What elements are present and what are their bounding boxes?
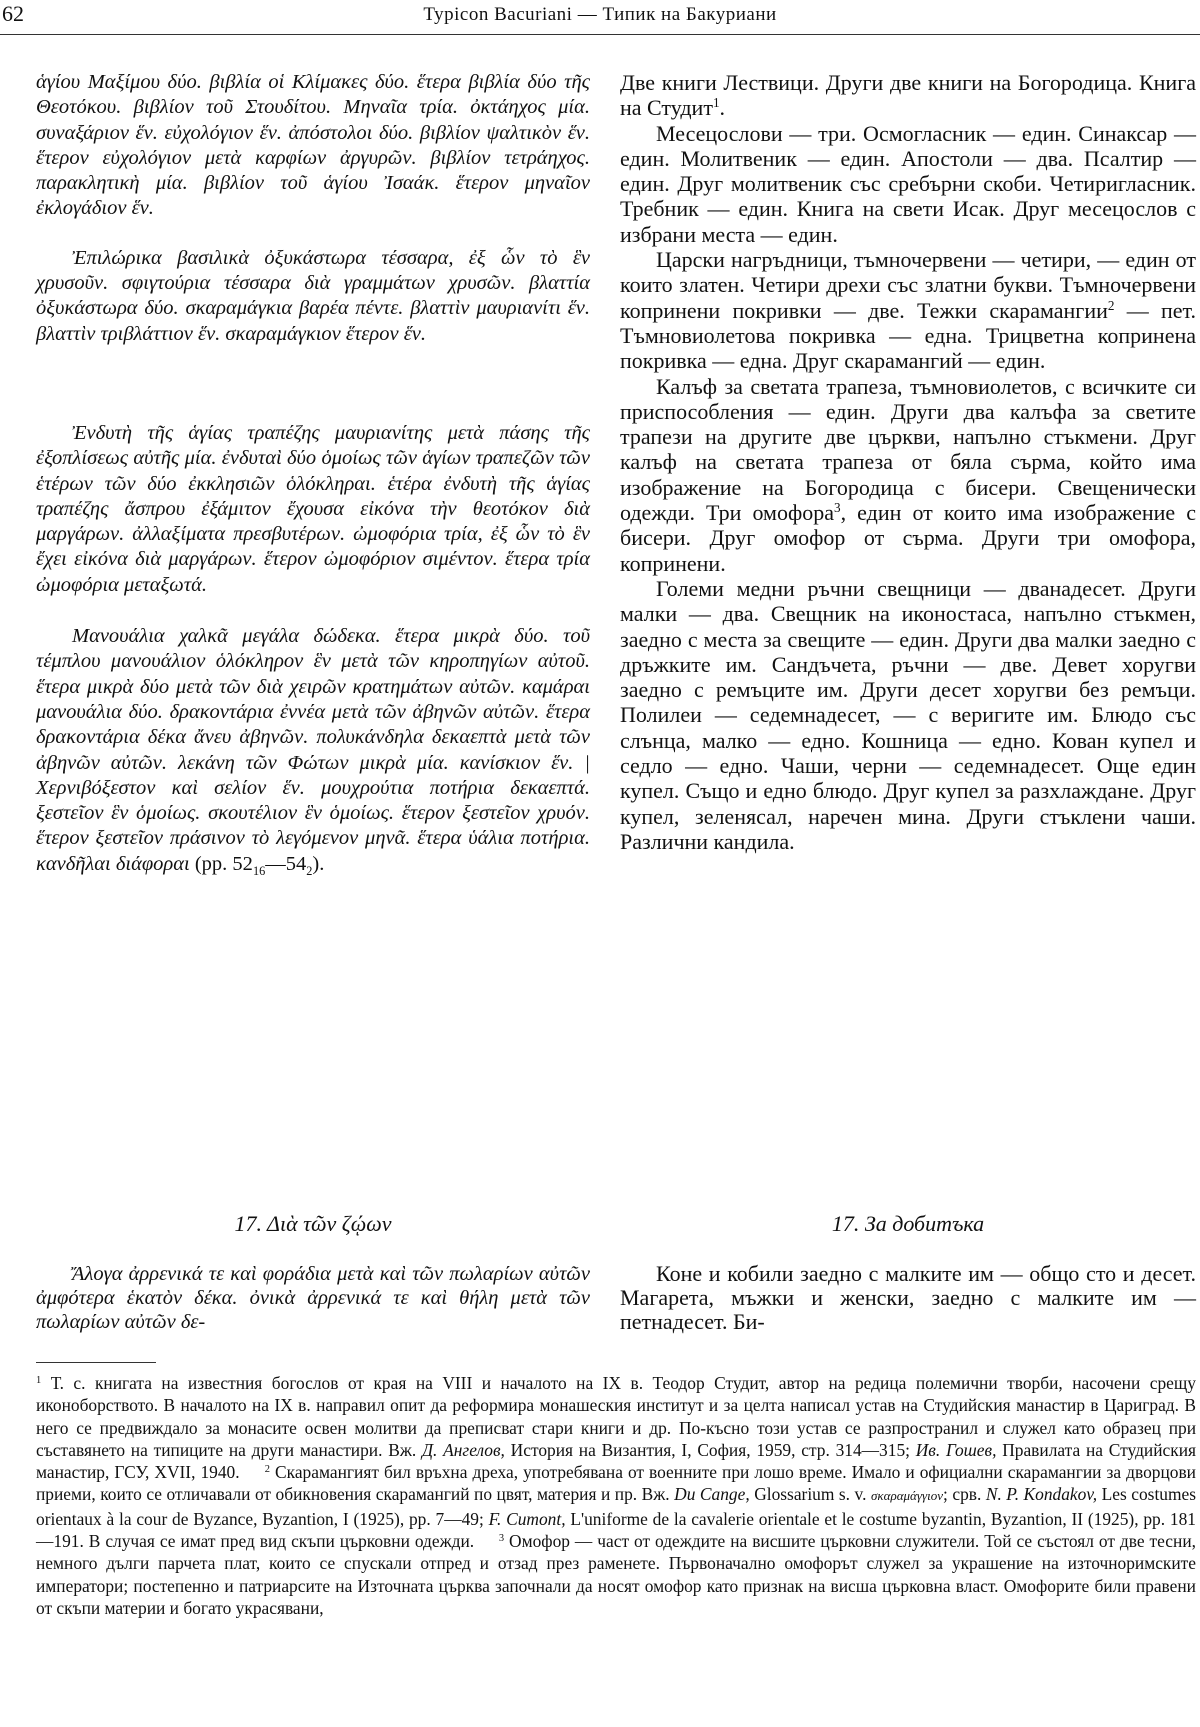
text: Т. с. книгата на известния богослов от края на VIII и началото на IX в. Теодор Студит, автор на редица полемични творби, насочени срещу иконоборството. В началото на IX в. направил опит да реформира монашеския институт и за целта написал устав на Студийския манастир в Цариград. В него се предвиждало за монасите освен молитви да преписват стари книги и др. По-късно този устав се разпространил и служел като образец при съставянето на типиците на други манастири. Вж. xyxy=(36,1373,1196,1460)
author: Д. Ангелов, xyxy=(421,1439,505,1460)
bulgarian-paragraph: Големи медни ръчни свещници — дванадесет. Други малки — два. Свещник на иконостаса, напълно стъкмен, заедно с места за свещите — един. Други два малки заедно с дръжките им. Сандъчета, ръчни — две. Девет хоругви заедно с ремъците им. Други десет хоругви без ремъци. Полилеи — седемнадесет, — с веригите им. Блюдо със слънца, малко — едно. Кошница — едно. Кован купел и седло — едно. Чаши, черни — седемнадесет. Още един купел. Също и едно блюдо. Друг купел за разхлаждане. Друг купел, зеленясал, наречен мина. Други стъклени чаши. Различни кандила. xyxy=(620,575,1196,854)
bulgarian-column xyxy=(620,70,1196,854)
source-reference xyxy=(194,852,325,878)
greek-column xyxy=(36,70,590,877)
greek-text: Μανουάλια χαλκᾶ μεγάλα δώδεκα. ἕτερα μικρὰ δύο. τοῦ τέμπλου μανουάλιον ὁλόκληρον ἓν μετὰ τῶν κηροπηγίων αὐτοῦ. ἕτερα μικρὰ δύο μετὰ τῶν διὰ χειρῶν κρατημάτων αὐτῶν. καμάραι μανουάλια δύο. δρακοντάρια ἐννέα μετὰ τῶν ἀβηνῶν αὐτῶν. ἕτερα δρακοντάρια δέκα ἄνευ ἀβηνῶν. πολυκάνδηλα δεκαεπτὰ μετὰ τῶν ἀβηνῶν αὐτῶν. λεκάνη τῶν Φώτων μικρὰ μία. κανίσκιον ἕν. | Χερνιβόξεστον καὶ σελίον ἕν. μουχρούτια ποτήρια δεκαεπτά. ξεστεῖον ἓν ὁμοίως. σκουτέλιον ἓν ὁμοίως. ἕτερον ξεστεῖον χρυόν. ἕτερον ξεστεῖον πράσινον τὸ λεγόμενον μηνᾶ. ἕτερα ὑάλια ποτήρια. κανδῆλαι διάφοραι xyxy=(36,625,590,875)
text: Омофор — част от одеждите на висшите църковни служители. Той се състоял от две тесни, немного дълги парчета плат, които се спускали отпред и отзад през раменете. Първоначално омофорът служел за украшение на източноримските императори; постепенно и патриарсите на Източната църква започнали да носят омофор като признак на висша църковна власт. Омофорите били правени от скъпи материи и богато украсявани, xyxy=(36,1531,1196,1618)
ref-text: —54 xyxy=(265,852,307,875)
footnote-mark: 3 xyxy=(498,1532,505,1544)
footnote-ref[interactable]: 3 xyxy=(834,500,841,516)
author: F. Cumont, xyxy=(488,1508,566,1529)
text: Царски нагръдници, тъмночервени — четири, — един от които златен. Четири дрехи със златни букви. Тъмночервени копринени покривки — две. Тежки скарамангии xyxy=(620,247,1196,323)
page-number: 62 xyxy=(2,1,24,26)
footnote-ref[interactable]: 1 xyxy=(712,95,720,111)
bulgarian-paragraph: Месецослови — три. Осмогласник — един. Синаксар — един. Молитвеник — един. Апостоли — два. Псалтир — един. Друг молитвеник със сребърни скоби. Четиригласник. Требник — един. Книга на свети Исак. Друг месецослов с избрани места — един. xyxy=(620,120,1196,247)
greek-paragraph xyxy=(36,624,590,877)
section-heading-bulgarian: 17. За добитъка xyxy=(831,1211,985,1236)
greek-section-text xyxy=(36,1262,590,1334)
text: Правилата на Студийския манастир, ГСУ, XVII, 1940. xyxy=(36,1439,1197,1483)
running-header xyxy=(0,0,1200,35)
text: Две книги Лествици. Други две книги на Богородица. Книга на Студит xyxy=(620,70,1196,121)
ref-subscript: 2 xyxy=(306,863,313,878)
section-heading-greek: 17. Διὰ τῶν ζῴων xyxy=(234,1211,392,1236)
text: Les costumes orientaux à la cour de Byzance, Byzantion, I (1925), pp. 7—49; xyxy=(36,1484,1196,1529)
text: Скарамангият бил връхна дреха, употребявана от военните при лошо време. Имало и официални скарамангии за дворцови приеми, които се отличавали от обикновения скарамангий по цвят, материя и пр. Вж. xyxy=(36,1462,1196,1505)
greek-paragraph: ἁγίου Μαξίμου δύο. βιβλία οἱ Κλίμακες δύο. ἕτερα βιβλία δύο τῆς Θεοτόκου. βιβλίον τοῦ Στουδίτου. Μηναῖα τρία. ὀκτάηχος μία. συναξάριον ἕν. εὐχολόγιον ἕν. ἀπόστολοι δύο. βιβλίον ψαλτικὸν ἕν. ἕτερον εὐχολόγιον μετὰ καρφίων ἀργυρῶν. βιβλίον τετράηχος. παρακλητικὴ μία. βιβλίον τοῦ ἁγίου Ἰσαάκ. ἕτερον μηναῖον ἐκλογάδιον ἕν. xyxy=(36,71,590,220)
footnote-mark: 2 xyxy=(264,1463,271,1475)
footnote-ref[interactable]: 2 xyxy=(1107,297,1115,313)
ref-text: ). xyxy=(312,852,325,875)
bulgarian-paragraph xyxy=(620,70,1196,121)
ref-subscript: 16 xyxy=(252,863,266,878)
text: Калъф за светата трапеза, тъмновиолетов, с всичките си приспособления — един. Други два калъфа за светите трапези на другите две църкви, напълно стъкмени. Друг калъф на светата трапеза от бяла сърма, който има изображение на Богородица с бисери. Свещенически одежди. Три омофора xyxy=(620,373,1196,526)
text: ; срв. xyxy=(943,1484,986,1505)
text: — пет. Тъмновиолетова покривка — една. Трицветна копринена покривка — една. Друг скарамангий — един. xyxy=(620,297,1197,374)
footnote-mark: 1 xyxy=(36,1374,42,1386)
running-title: Typicon Bacuriani — Типик на Бакуриани xyxy=(423,4,777,25)
author: Du Cange, xyxy=(674,1484,750,1505)
greek-paragraph: Ἐνδυτὴ τῆς ἁγίας τραπέζης μαυριανίτης μετὰ πάσης τῆς ἐξοπλίσεως αὐτῆς μία. ἐνδυταὶ δύο ὁμοίως τῶν ἁγίων τραπεζῶν τῶν ἑτέρων τῶν δύο ἐκκλησιῶν ὁλόκληραι. ἑτέρα ἐνδυτὴ τῆς ἁγίας τραπέζης ἄσπρου ἐξάμιτον ἔχουσα εἰκόνα τὴν θεοτόκον διὰ μαργάρων. ἀλλαξίματα πρεσβυτέρων. ὠμοφόρια τρία, ἐξ ὧν τὸ ἓν ἔχει εἰκόνα διὰ μαργάρων. ἕτερον ὠμοφόριον σιμέντον. ἕτερα τρία ὠμοφόρια μεταξωτά. xyxy=(36,421,590,596)
text: L'uniforme de la cavalerie orientale et le costume byzantin, Byzantion, II (1925), pp. 181—191. В случая се имат пред вид скъпи църковни одежди. xyxy=(36,1508,1196,1552)
bulgarian-paragraph: Коне и кобили заедно с малките им — общо сто и десет. Магарета, мъжки и женски, заедно с малките им — петнадесет. Би- xyxy=(620,1261,1196,1334)
author: Ив. Гошев, xyxy=(915,1439,997,1460)
greek-paragraph: Ἄλογα ἀρρενικά τε καὶ φοράδια μετὰ καὶ τῶν πωλαρίων αὐτῶν ἀμφότερα ἑκατὸν δέκα. ὀνικὰ ἀρρενικά τε καὶ θήλη μετὰ τῶν πωλαρίων αὐτῶν δε- xyxy=(36,1263,590,1333)
text: История на Византия, I, София, 1959, стр. 314—315; xyxy=(504,1439,916,1460)
footnote-divider xyxy=(36,1362,156,1363)
bulgarian-paragraph xyxy=(620,374,1196,576)
footnotes xyxy=(36,1372,1196,1619)
text: . xyxy=(719,95,726,121)
text: Glossarium s. v. xyxy=(749,1484,871,1505)
ref-text: (pp. 52 xyxy=(194,852,253,875)
text: , един от които има изображение с бисери. Друг омофор от сърма. Други три омофора, копринени. xyxy=(620,500,1197,576)
bulgarian-section-text xyxy=(620,1262,1196,1334)
greek-paragraph: Ἐπιλώρικα βασιλικὰ ὀξυκάστωρα τέσσαρα, ἐξ ὧν τὸ ἓν χρυσοῦν. σφιγτούρια τέσσαρα διὰ γραμμάτων χρυσῶν. βλαττία ὀξυκάστωρα δύο. σκαραμάγκια βαρέα πέντε. βλαττὶν μαυριανίτι ἕν. βλαττὶν τριβλάττιον ἕν. σκαραμάγκιον ἕτερον ἕν. xyxy=(36,246,590,345)
greek-term: σκαραμάγγιον xyxy=(870,1488,943,1504)
author: N. P. Kondakov, xyxy=(985,1484,1098,1505)
bulgarian-paragraph xyxy=(620,247,1196,373)
